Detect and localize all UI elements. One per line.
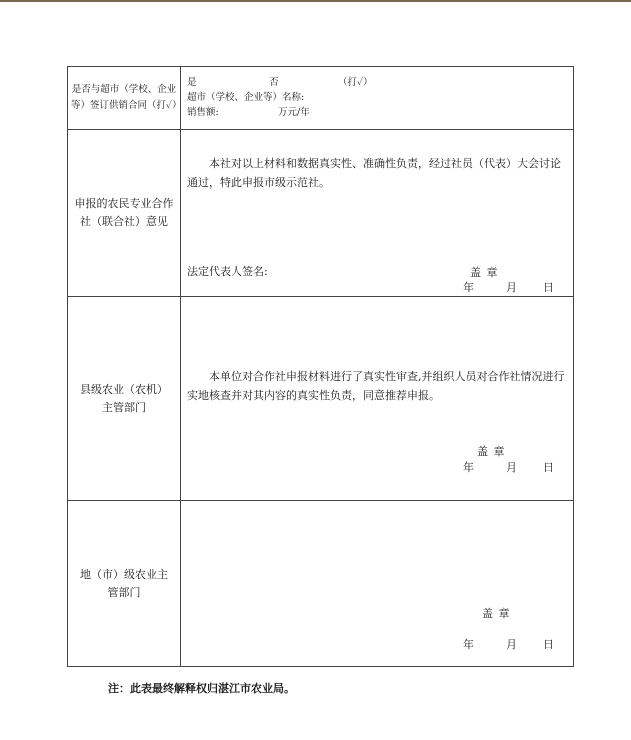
no-option[interactable]: 否 xyxy=(269,77,279,88)
row-county-dept xyxy=(68,297,574,501)
supply-contract-cell xyxy=(181,67,574,130)
application-form-table xyxy=(67,66,574,667)
day-label: 日 xyxy=(543,638,554,651)
year-label: 年 xyxy=(463,638,474,651)
check-hint: （打✓） xyxy=(338,77,373,88)
legal-rep-signature-label: 法定代表人签名: xyxy=(187,265,268,278)
cooperative-opinion-cell xyxy=(181,130,574,297)
month-label: 月 xyxy=(506,461,517,474)
seal-label: 盖 章 xyxy=(470,266,499,279)
day-label: 日 xyxy=(543,461,554,474)
seal-label: 盖 章 xyxy=(482,607,511,620)
cooperative-statement: 本社对以上材料和数据真实性、准确性负责，经过社员（代表）大会讨论通过，特此申报市级示范社。 xyxy=(187,157,561,189)
county-dept-cell xyxy=(181,297,574,501)
yes-option[interactable]: 是 xyxy=(187,77,197,88)
top-rule xyxy=(0,0,631,2)
sales-unit: 万元/年 xyxy=(278,107,310,118)
row-city-dept xyxy=(68,501,574,667)
seal-label: 盖 章 xyxy=(477,445,506,458)
day-label: 日 xyxy=(543,281,554,294)
month-label: 月 xyxy=(506,281,517,294)
city-dept-label: 地（市）级农业主管部门 xyxy=(68,501,181,667)
cooperative-opinion-label: 申报的农民专业合作社（联合社）意见 xyxy=(68,130,181,297)
city-dept-cell xyxy=(181,501,574,667)
month-label: 月 xyxy=(506,638,517,651)
footnote: 注：此表最终解释权归湛江市农业局。 xyxy=(108,682,295,695)
row-supply-contract xyxy=(68,67,574,130)
row-cooperative-opinion xyxy=(68,130,574,297)
county-dept-label: 县级农业（农机）主管部门 xyxy=(68,297,181,501)
year-label: 年 xyxy=(463,281,474,294)
supply-contract-label: 是否与超市（学校、企业等）签订供销合同（打✓） xyxy=(68,67,181,130)
year-label: 年 xyxy=(463,461,474,474)
county-statement: 本单位对合作社申报材料进行了真实性审查,并组织人员对合作社情况进行实地核查并对其内容的真实性负责，同意推荐申报。 xyxy=(187,370,565,402)
sales-label: 销售额: xyxy=(187,107,219,118)
supermarket-name-label: 超市（学校、企业等）名称: xyxy=(187,92,305,103)
